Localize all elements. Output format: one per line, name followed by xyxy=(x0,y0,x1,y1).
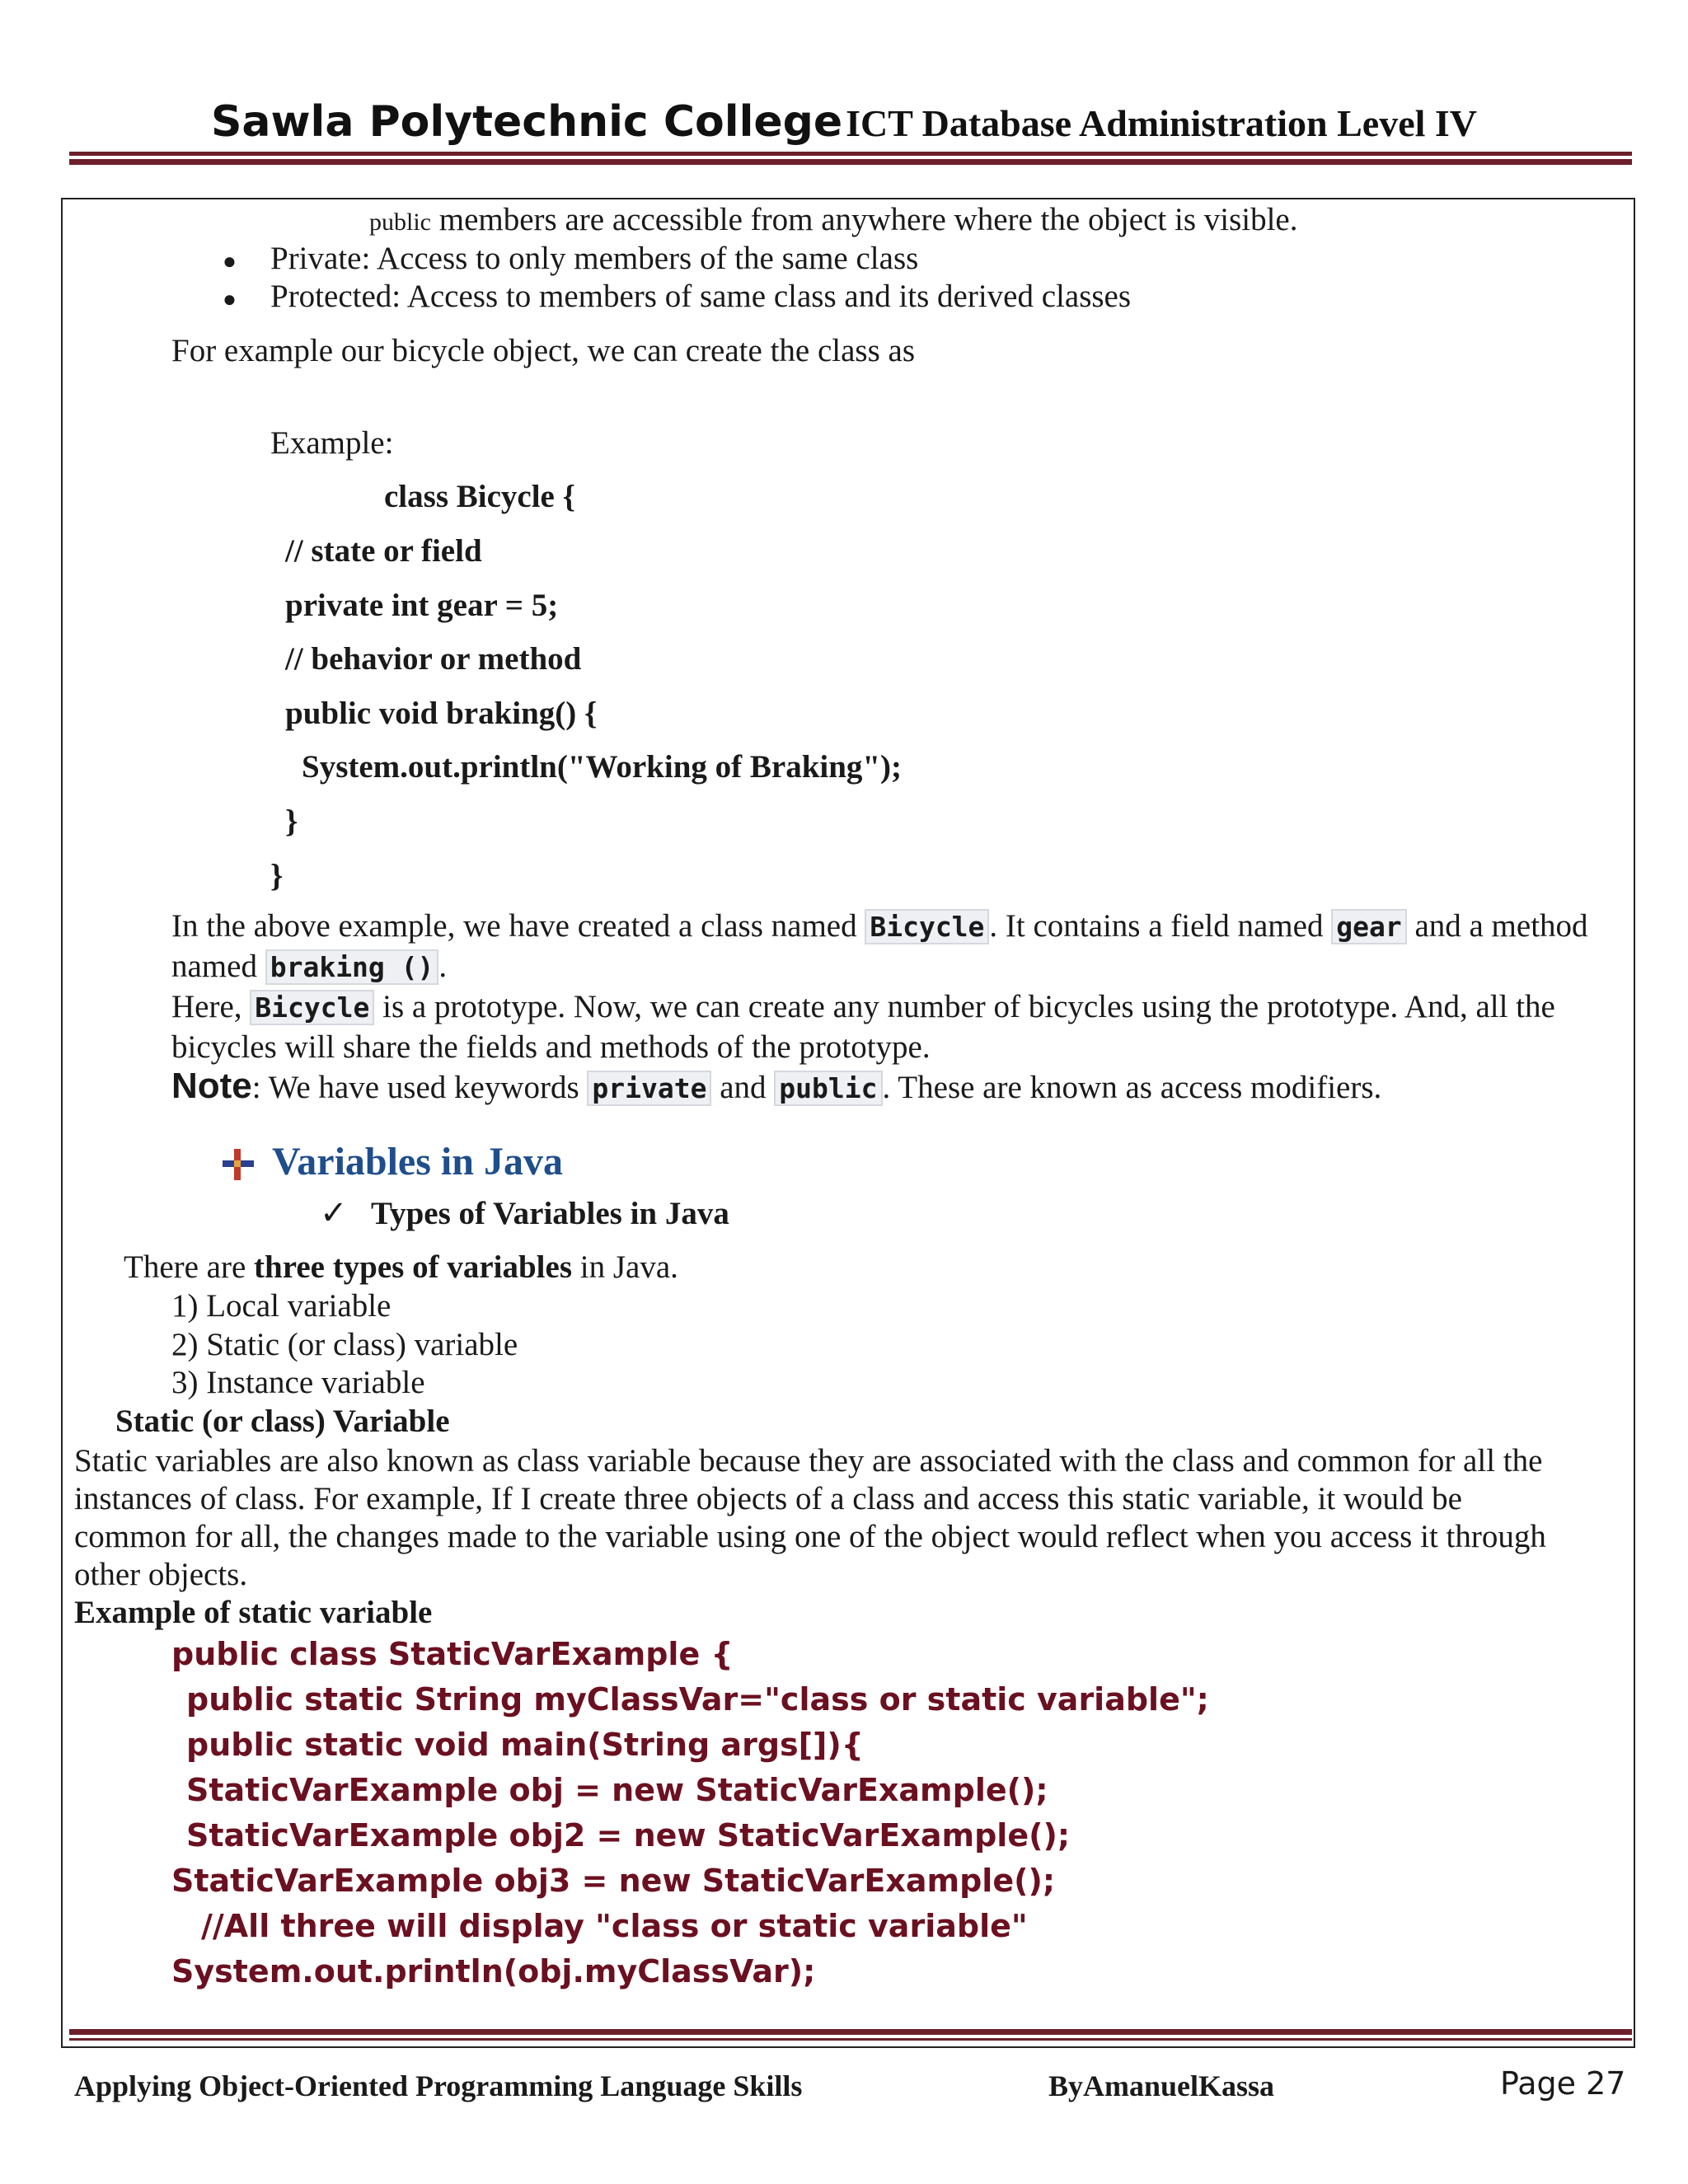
note-label: Note xyxy=(171,1066,252,1106)
code-line: // state or field xyxy=(285,533,482,569)
code-line: } xyxy=(270,858,284,893)
list-item: 3) Instance variable xyxy=(171,1365,425,1400)
text: : We have used keywords xyxy=(251,1070,579,1105)
example-heading: Example of static variable xyxy=(74,1595,433,1630)
header-rule-bottom xyxy=(69,159,1632,165)
static-para-line: Static variables are also known as class variable because they are associated with the class and common for all the xyxy=(74,1443,1543,1479)
static-para-line: common for all, the changes made to the variable using one of the object would reflect when you access it through xyxy=(74,1519,1546,1554)
text: is a prototype. Now, we can create any number of bicycles using the prototype. And, all the xyxy=(382,989,1555,1024)
text: In the above example, we have created a class named xyxy=(171,908,857,944)
list-item: 1) Local variable xyxy=(171,1288,392,1324)
checkmark-icon: ✓ xyxy=(320,1194,348,1231)
public-line xyxy=(369,201,1298,241)
text: in Java. xyxy=(579,1249,678,1285)
code-line: System.out.println("Working of Braking"); xyxy=(302,749,903,785)
variables-heading: Variables in Java xyxy=(272,1140,563,1183)
code-line: StaticVarExample obj2 = new StaticVarExample(); xyxy=(186,1817,1071,1854)
cross-bullet-icon xyxy=(221,1147,256,1182)
inline-code: braking () xyxy=(265,949,439,985)
code-line: StaticVarExample obj3 = new StaticVarExample(); xyxy=(171,1863,1056,1899)
public-desc: members are accessible from anywhere where the object is visible. xyxy=(438,202,1298,237)
code-line: public class StaticVarExample { xyxy=(171,1636,734,1672)
inline-code: Bicycle xyxy=(865,909,989,944)
code-line: StaticVarExample obj = new StaticVarExample(); xyxy=(186,1772,1048,1808)
code-line: public static String myClassVar="class or static variable"; xyxy=(186,1681,1209,1718)
explanation-line-2 xyxy=(171,948,447,987)
footer-course: Applying Object-Oriented Programming Language Skills xyxy=(74,2069,803,2102)
code-line: // behavior or method xyxy=(285,641,582,677)
page-header xyxy=(0,97,1688,147)
list-item: 2) Static (or class) variable xyxy=(171,1327,518,1362)
text: . xyxy=(438,949,448,984)
variables-intro xyxy=(124,1249,678,1286)
text: and xyxy=(720,1070,767,1105)
text: . These are known as access modifiers. xyxy=(882,1070,1382,1105)
static-para-line: instances of class. For example, If I create three objects of a class and access this static variable, it would be xyxy=(74,1481,1462,1516)
bullet-protected: Protected: Access to members of same class and its derived classes xyxy=(270,279,1132,314)
code-line: class Bicycle { xyxy=(384,479,575,514)
footer-rule-bottom xyxy=(69,2038,1632,2041)
bold-text: three types of variables xyxy=(254,1249,573,1285)
for-example-text: For example our bicycle object, we can create the class as xyxy=(171,333,916,368)
example-label: Example: xyxy=(270,425,394,461)
code-line: //All three will display "class or static variable" xyxy=(201,1908,1028,1944)
explanation-line-1 xyxy=(171,907,1588,946)
text: Here, xyxy=(171,989,242,1024)
note-line xyxy=(171,1067,1381,1108)
code-line: private int gear = 5; xyxy=(285,588,559,623)
bullet-item xyxy=(223,240,237,281)
variables-subheading: Types of Variables in Java xyxy=(371,1196,729,1231)
public-word: public xyxy=(369,209,431,236)
code-line: } xyxy=(285,804,298,839)
inline-code: public xyxy=(774,1071,882,1106)
text: and a method xyxy=(1414,908,1588,944)
bullet-item xyxy=(223,278,237,319)
code-line: public void braking() { xyxy=(285,696,598,731)
explanation-line-4: bicycles will share the fields and methods of the prototype. xyxy=(171,1029,931,1065)
bullet-private: Private: Access to only members of the same class xyxy=(270,241,919,276)
static-heading: Static (or class) Variable xyxy=(115,1404,450,1439)
inline-code: private xyxy=(587,1071,711,1106)
static-para-line: other objects. xyxy=(74,1557,248,1592)
text: . It contains a field named xyxy=(989,908,1324,944)
header-rule-top xyxy=(69,152,1632,156)
bullet-icon: ● xyxy=(223,249,237,274)
inline-code: Bicycle xyxy=(250,990,374,1025)
explanation-line-3 xyxy=(171,988,1555,1027)
course-title: ICT Database Administration Level IV xyxy=(846,102,1478,144)
text: There are xyxy=(124,1249,246,1285)
content-frame xyxy=(61,198,1635,2048)
bullet-icon: ● xyxy=(223,287,237,312)
code-line: public static void main(String args[]){ xyxy=(186,1727,864,1763)
footer-author: ByAmanuelKassa xyxy=(1048,2069,1275,2102)
inline-code: gear xyxy=(1331,909,1406,944)
text: named xyxy=(171,949,257,984)
college-name: Sawla Polytechnic College xyxy=(210,97,843,147)
page-number: Page 27 xyxy=(1500,2065,1626,2102)
code-line: System.out.println(obj.myClassVar); xyxy=(171,1953,816,1990)
footer-rule-top xyxy=(69,2029,1632,2035)
